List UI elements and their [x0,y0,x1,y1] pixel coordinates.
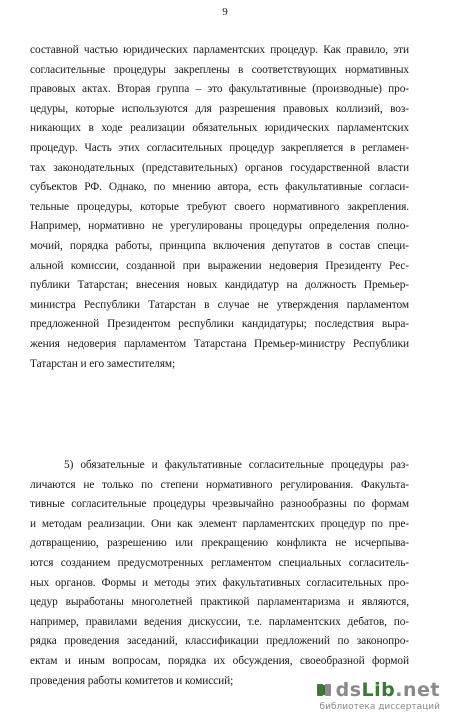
text-line: ются созданием предусмотренных регламентом специальных согласитель- [30,556,409,569]
watermark-logo-net: .net [395,679,440,701]
text-line: тельные процедуры, которые требуют своего нормативного закрепления. [30,200,409,213]
watermark-logo-lib: Lib [361,679,396,701]
text-line: дотвращению, разрешению или прекращению конфликта не исчерпыва- [30,537,409,550]
text-line: цедур выработаны многолетней практикой парламентаризма и являются, [30,596,409,609]
text-line: 5) обязательные и факультативные согласительные процедуры раз- [64,459,409,471]
text-line: процедур. Часть этих согласительных процедур закрепляется в регламен- [30,141,409,154]
text-line: ектам и иным вопросам, порядка их обсуждения, своеобразной формой [30,654,409,667]
text-line: цедуры, которые используются для разрешения правовых коллизий, воз- [30,102,409,115]
text-line: субъектов РФ. Однако, по мнению автора, есть факультативные согласи- [30,181,409,194]
text-line: тах законодательных (представительных) органов государственной власти [30,161,409,174]
watermark-logo-row [315,679,440,701]
text-line: Татарстан и его заместителям; [30,357,176,370]
text-line: альной комиссии, созданной при выражении недоверия Президенту Рес- [30,259,409,272]
text-line: личаются не только по степени нормативного регулирования. Факульта- [30,478,409,491]
text-line: министра Республики Татарстан в случае не утверждения парламентом [30,298,409,311]
text-line: рядка проведения заседаний, классификации предложений по законопро- [30,635,409,648]
text-line: предложенной Президентом республики кандидатуры; последствия выра- [30,318,409,331]
text-line: и методам реализации. Они как элемент парламентских процедур по пре- [30,517,409,530]
text-line: проведения работы комитетов и комиссий; [30,674,234,687]
watermark-logo [336,679,440,701]
text-line: мочий, порядка работы, принципа включения депутатов в состав специ- [30,239,409,252]
text-line: публики Татарстан; внесения новых кандидатур на должность Премьер- [30,279,409,292]
text-line: составной частью юридических парламентских процедур. Как правило, эти [30,44,409,56]
text-line: например, правилами ведения дискуссии, т.е. парламентских дебатов, по- [30,615,409,628]
watermark-logo-ds: ds [335,679,362,701]
paragraph-2 [30,456,409,691]
text-line: ных органов. Формы и методы этих факультативных согласительных про- [30,576,409,589]
text-line: правовых актах. Вторая группа – это факультативные (производные) про- [30,83,409,96]
watermark[interactable] [295,679,440,715]
text-line: Например, нормативно не урегулированы процедуры определения полно- [30,220,409,233]
watermark-subtitle: библиотека диссертаций [319,702,440,712]
paragraph-1 [30,41,409,374]
text-line: жения недоверия парламентом Татарстана Премьер-министру Республики [30,337,409,350]
text-line: никающих в ходе реализации обязательных юридических парламентских [30,122,409,135]
page-number: 9 [222,6,228,18]
book-icon [315,681,333,699]
text-line: тивные согласительные процедуры чрезвычайно разнообразны по формам [30,498,409,511]
text-line: согласительные процедуры закреплены в соответствующих нормативных [30,63,409,76]
